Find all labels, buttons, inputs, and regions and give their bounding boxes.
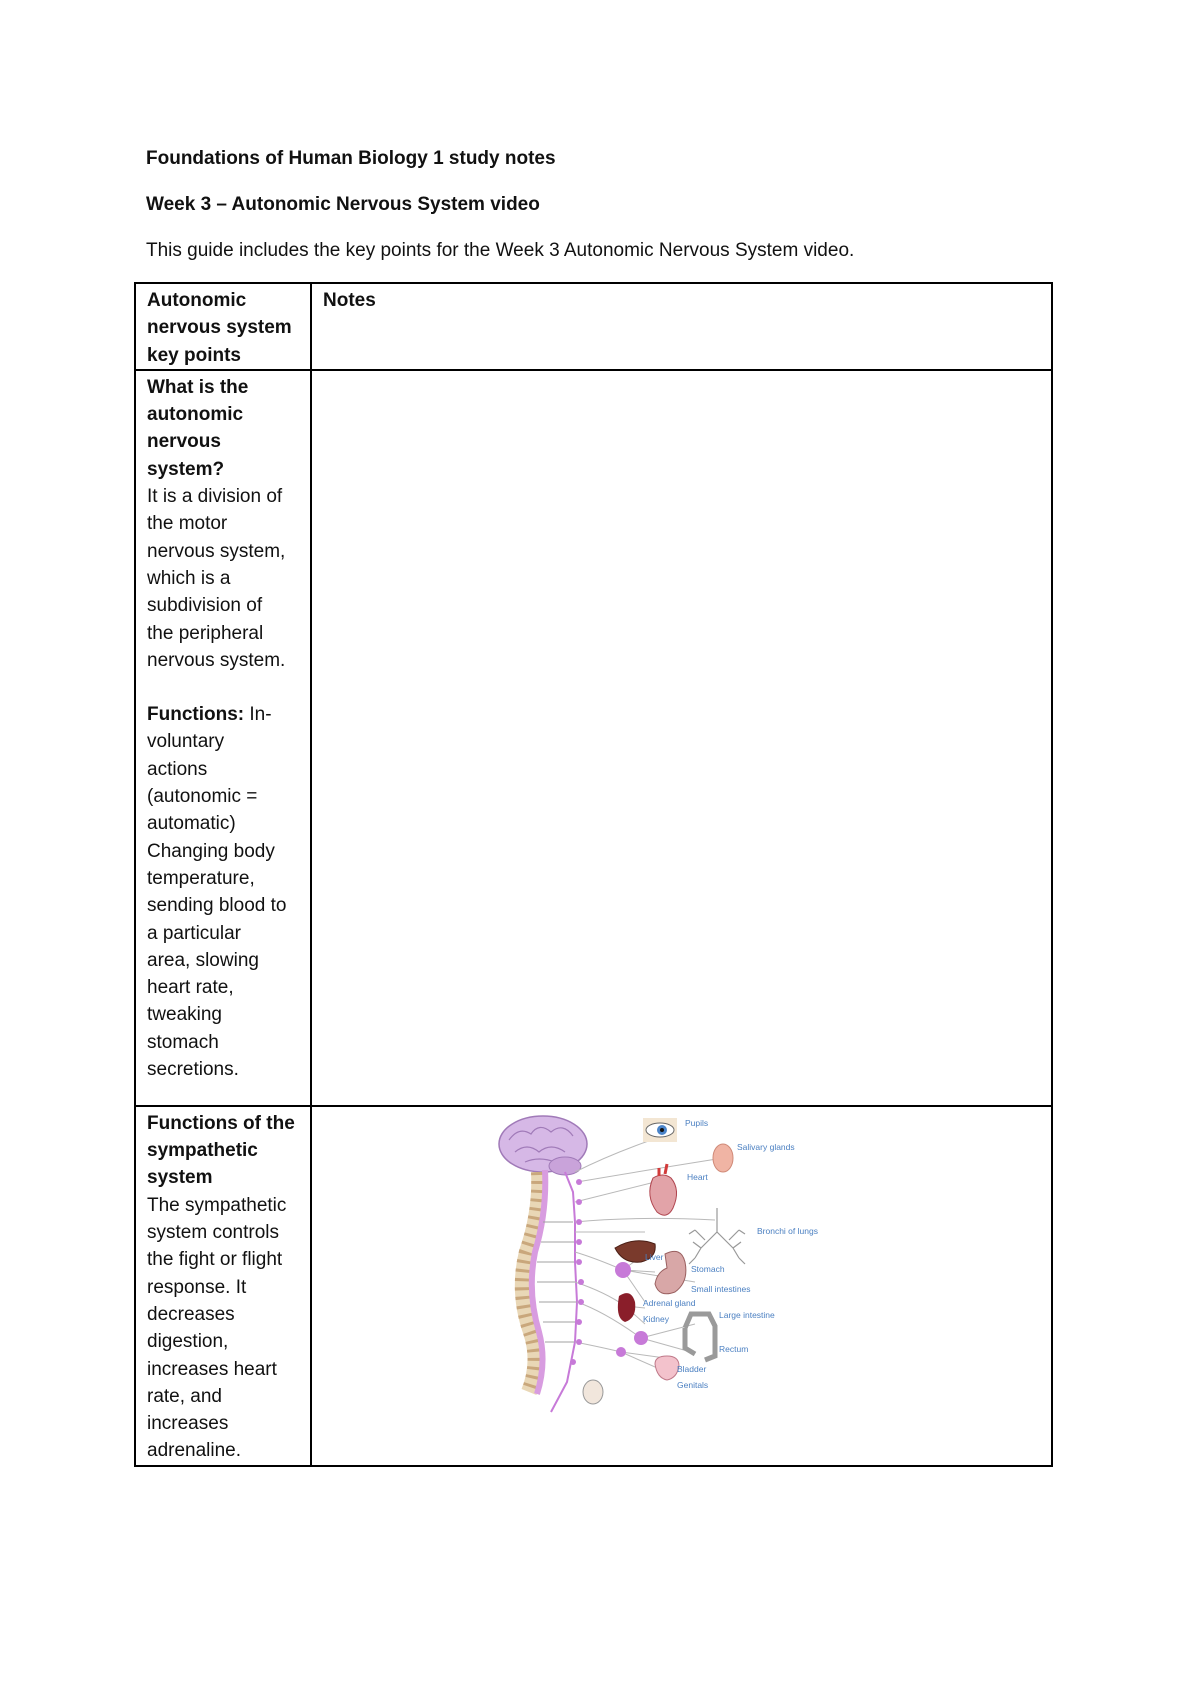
header-key-points-line: Autonomic <box>147 290 247 311</box>
functions-line <box>147 701 300 728</box>
document-intro: This guide includes the key points for the Week 3 Autonomic Nervous System video. <box>146 240 855 261</box>
table-header-row <box>135 283 1052 370</box>
kidney-icon <box>618 1293 635 1322</box>
diagram-label: Liver <box>645 1251 664 1262</box>
row-body-line: response. It <box>147 1276 247 1298</box>
ans-definition-cell <box>135 370 311 1106</box>
diagram-label: Heart <box>687 1171 708 1182</box>
diagram-label: Genitals <box>677 1379 709 1390</box>
row-body-line: Changing body <box>147 840 275 862</box>
row-body-line: The sympathetic <box>147 1194 287 1216</box>
diagram-label: Adrenal gland <box>643 1297 696 1308</box>
spacer <box>147 674 300 701</box>
document-subtitle: Week 3 – Autonomic Nervous System video <box>146 194 540 215</box>
row-body-line: heart rate, <box>147 977 234 999</box>
row-body-line: increases heart <box>147 1358 277 1380</box>
row-body-line: sending blood to <box>147 895 287 917</box>
row-body-line: rate, and <box>147 1385 222 1407</box>
table-row <box>135 1106 1052 1466</box>
functions-first: In- <box>244 704 272 726</box>
notes-table <box>134 282 1053 1467</box>
genitals-icon <box>583 1380 603 1404</box>
row-body-line: subdivision of <box>147 595 263 617</box>
diagram-label: Small intestines <box>691 1283 751 1294</box>
eye-icon <box>643 1118 677 1142</box>
row-heading-line: system <box>147 1167 213 1189</box>
row-body-line: system controls <box>147 1222 279 1244</box>
functions-label: Functions: <box>147 704 245 726</box>
diagram-label: Bronchi of lungs <box>757 1225 818 1236</box>
row-body-line: the fight or flight <box>147 1249 283 1271</box>
header-key-points-line: key points <box>147 344 241 366</box>
diagram-label: Rectum <box>719 1343 749 1354</box>
row-body-line: which is a <box>147 567 231 589</box>
row-body-line: automatic) <box>147 813 236 835</box>
row-body-line: temperature, <box>147 867 255 889</box>
header-notes-label: Notes <box>323 290 376 311</box>
row-heading-line: sympathetic <box>147 1140 258 1162</box>
bladder-icon <box>655 1356 679 1380</box>
row-body-line: a particular <box>147 922 241 944</box>
sympathetic-nervous-system-diagram <box>495 1112 855 1430</box>
row-body-line: the peripheral <box>147 622 264 644</box>
row-body-line: (autonomic = <box>147 786 258 808</box>
diagram-label: Pupils <box>685 1117 709 1128</box>
spinal-column-illustration <box>523 1170 577 1412</box>
row-heading-line: nervous <box>147 431 221 453</box>
row-body-line: voluntary <box>147 731 225 753</box>
header-key-points-cell <box>135 283 311 370</box>
row-body-line: area, slowing <box>147 949 259 971</box>
ans-definition-notes-cell[interactable] <box>311 370 1052 1106</box>
row-body-line: secretions. <box>147 1059 239 1081</box>
row-heading-line: Functions of the <box>147 1112 295 1134</box>
sympathetic-functions-cell <box>135 1106 311 1466</box>
diagram-label: Large intestine <box>719 1309 775 1320</box>
header-notes-cell <box>311 283 1052 370</box>
sympathetic-notes-cell <box>311 1106 1052 1466</box>
row-body-line: adrenaline. <box>147 1440 242 1462</box>
row-body-line: increases <box>147 1413 229 1435</box>
document-title: Foundations of Human Biology 1 study notes <box>146 148 556 169</box>
row-body-line: actions <box>147 758 208 780</box>
row-body-line: stomach <box>147 1031 219 1053</box>
row-body-line: tweaking <box>147 1004 222 1026</box>
brain-illustration <box>499 1116 587 1175</box>
heart-icon <box>650 1164 677 1215</box>
row-heading-line: system? <box>147 458 225 480</box>
row-body-line: digestion, <box>147 1331 229 1353</box>
row-body-line: nervous system, <box>147 540 286 562</box>
row-body-line: the motor <box>147 513 228 535</box>
row-heading-line: What is the <box>147 376 249 398</box>
diagram-label: Stomach <box>691 1263 725 1274</box>
large-intestine-icon <box>685 1314 715 1360</box>
diagram-label: Salivary glands <box>737 1141 795 1152</box>
row-body-line: It is a division of <box>147 486 283 508</box>
diagram-label: Kidney <box>643 1313 669 1324</box>
table-row <box>135 370 1052 1106</box>
diagram-label: Bladder <box>677 1363 707 1374</box>
row-heading-line: autonomic <box>147 404 244 426</box>
lungs-icon <box>689 1208 745 1264</box>
row-body-line: nervous system. <box>147 649 286 671</box>
salivary-gland-icon <box>713 1144 733 1172</box>
row-body-line: decreases <box>147 1303 235 1325</box>
header-key-points-line: nervous system <box>147 317 292 339</box>
